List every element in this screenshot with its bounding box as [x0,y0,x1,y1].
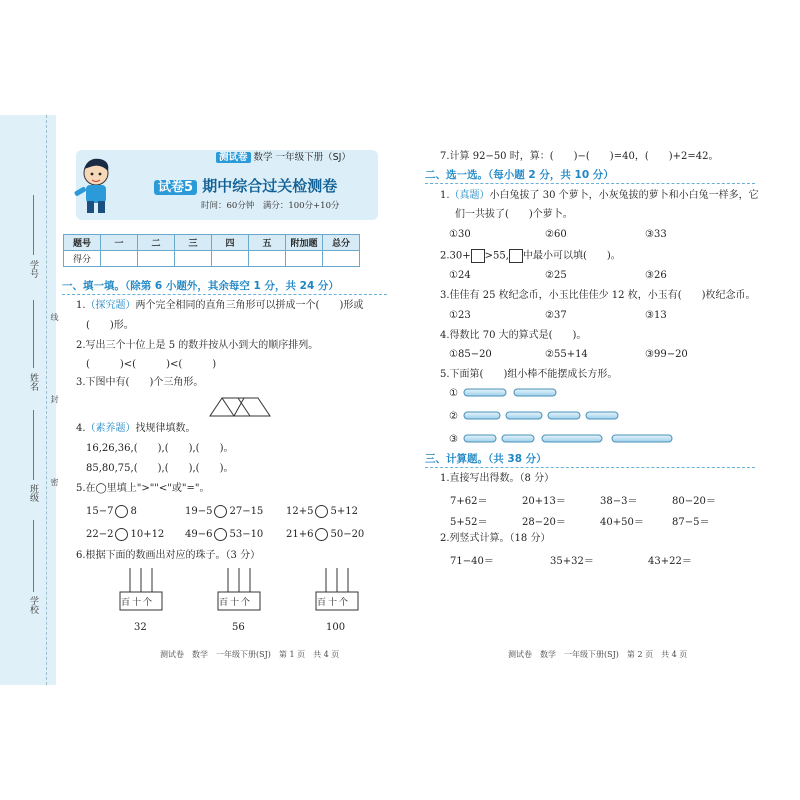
score-header: 三 [175,235,212,251]
score-cell[interactable] [138,251,175,267]
score-header: 五 [249,235,286,251]
compare-right: 53−10 [229,529,264,540]
section-2-heading: 二、选一选。（每小题 2 分，共 10 分） [425,169,614,181]
boy-mascot-icon [70,155,122,217]
abacus-label-hundreds: 百 [219,598,231,608]
score-row-label: 得分 [64,251,101,267]
calc-item: 87−5＝ [672,517,710,528]
abacus-value: 56 [232,622,245,633]
binding-word: 密 [50,478,59,486]
question-1 [76,299,363,312]
calc-1-heading: 1.直接写出得数。（8 分） [440,473,555,484]
compare-right: 5+12 [330,506,358,517]
option[interactable]: ②37 [545,310,567,321]
sticks-figure [462,385,692,451]
abacus-label-hundreds: 百 [121,598,133,608]
abacus-label-ones: 个 [339,598,351,608]
question-tag: （素养题） [85,423,136,434]
abacus-labels [121,597,154,610]
score-header: 一 [101,235,138,251]
binding-label-name: 姓名 [28,373,38,391]
binding-word: 线 [50,313,59,321]
question-7: 7.计算 92−50 时，算：( )−( )=40，( )+2=42。 [440,151,719,162]
choice-2 [440,249,621,263]
question-3: 3.下图中有( )个三角形。 [76,377,204,388]
score-header: 附加题 [286,235,323,251]
choice-4: 4.得数比 70 大的算式是( )。 [440,330,587,341]
calc-item: 40+50＝ [600,517,644,528]
score-header: 总分 [323,235,360,251]
compare-item [286,528,364,541]
score-cell[interactable] [286,251,323,267]
abacus-labels [317,597,350,610]
compare-left: 49−6 [185,529,213,540]
compare-item [86,528,164,541]
question-1-cont: ( )形。 [86,320,134,331]
subject: 数学 [253,152,273,163]
section-1-heading: 一、填一填。（除第 6 小题外，其余每空 1 分，共 24 分） [62,280,339,292]
abacus-value: 100 [326,622,346,633]
page-footer-right: 测试卷 数学 一年级下册(SJ) 第 2 页 共 4 页 [508,650,688,659]
q-number: 1. [76,300,86,311]
vertical-calc-item: 43+22＝ [648,556,692,567]
compare-item [86,505,137,518]
vertical-calc-item: 71−40＝ [450,556,494,567]
question-tag: （探究题） [85,300,136,311]
binding-rule [33,520,34,592]
option[interactable]: ②25 [545,270,567,281]
q-text: 2.30+ [440,250,471,262]
binding-label-class: 班级 [28,484,38,502]
abacus-label-tens: 十 [230,598,242,608]
option[interactable]: ①85−20 [449,349,492,360]
q-text: 找规律填数。 [135,423,196,434]
abacus-label-tens: 十 [132,598,144,608]
binding-label-student-id: 学号 [28,260,38,278]
compare-left: 21+6 [286,529,314,540]
question-2: 2.写出三个十位上是 5 的数并按从小到大的顺序排列。 [76,340,319,351]
binding-label-school: 学校 [28,596,38,614]
series-badge: 测试卷 [216,152,251,163]
abacus-label-ones: 个 [143,598,155,608]
abacus-label-hundreds: 百 [317,598,329,608]
page-footer-left: 测试卷 数学 一年级下册(SJ) 第 1 页 共 4 页 [160,650,340,659]
blank-box[interactable] [471,249,485,263]
compare-left: 22−2 [86,529,114,540]
q-number: 1. [440,190,450,201]
option[interactable]: ②55+14 [545,349,588,360]
question-4 [76,422,196,435]
calc-item: 7+62＝ [450,496,488,507]
blank-box[interactable] [509,249,523,263]
compare-left: 15−7 [86,506,114,517]
score-cell[interactable] [175,251,212,267]
option[interactable]: ③26 [645,270,667,281]
section-rule [62,294,387,295]
binding-rule [33,410,34,480]
compare-circle[interactable] [214,528,227,541]
choice-3: 3.佳佳有 25 枚纪念币，小玉比佳佳少 12 枚，小玉有( )枚纪念币。 [440,290,756,301]
score-cell[interactable] [101,251,138,267]
question-tag: （真题） [449,190,490,201]
q-text: 中最小可以填( )。 [522,250,621,262]
compare-left: 12+5 [286,506,314,517]
section-rule [425,467,755,468]
compare-item [286,505,358,518]
compare-right: 10+12 [130,529,165,540]
vertical-calc-item: 35+32＝ [550,556,594,567]
compare-circle[interactable] [315,528,328,541]
compare-circle[interactable] [115,505,128,518]
calc-item: 5+52＝ [450,517,488,528]
compare-circle[interactable] [115,528,128,541]
compare-left: 19−5 [185,506,213,517]
compare-right: 8 [130,506,137,517]
compare-right: 50−20 [330,529,365,540]
badge-number: 5 [184,180,194,195]
exam-time-score: 时间：60分钟 满分：100分+10分 [201,201,340,211]
section-rule [425,183,755,184]
calc-2-heading: 2.列竖式计算。（18 分） [440,533,551,544]
option[interactable]: ③33 [645,229,667,240]
score-header: 二 [138,235,175,251]
page-title [154,175,337,196]
compare-circle[interactable] [214,505,227,518]
stick-group-mark[interactable]: ③ [449,434,458,445]
score-cell[interactable] [212,251,249,267]
calc-item: 80−20＝ [672,496,716,507]
calc-item: 28−20＝ [522,517,566,528]
binding-word: 封 [50,395,59,403]
question-4b: 85,80,75,( ),( ),( )。 [86,463,234,474]
option[interactable]: ②60 [545,229,567,240]
q-number: 4. [76,423,86,434]
question-5: 5.在◯里填上">""<"或"="。 [76,483,210,494]
score-header: 题号 [64,235,101,251]
score-header: 四 [212,235,249,251]
title-text: 期中综合过关检测卷 [202,177,338,195]
grade: 一年级下册（SJ） [275,152,351,163]
choice-1 [440,189,759,202]
abacus-label-ones: 个 [241,598,253,608]
choice-5: 5.下面第( )组小棒不能摆成长方形。 [440,369,618,380]
abacus-labels [219,597,252,610]
abacus-label-tens: 十 [328,598,340,608]
question-6: 6.根据下面的数画出对应的珠子。（3 分） [76,550,261,561]
calc-item: 38−3＝ [600,496,638,507]
exam-number-badge [154,180,197,195]
stick-group-mark[interactable]: ① [449,388,458,399]
header-top-line [216,149,351,163]
choice-1-cont: 们一共拔了( )个萝卜。 [455,209,573,220]
score-table [63,234,360,267]
compare-item [185,528,263,541]
option[interactable]: ③13 [645,310,667,321]
calc-item: 20+13＝ [522,496,566,507]
stick-group-mark[interactable]: ② [449,411,458,422]
compare-item [185,505,263,518]
section-3-heading: 三、计算题。（共 38 分） [425,453,547,465]
abacus-value: 32 [134,622,147,633]
option[interactable]: ③99−20 [645,349,688,360]
compare-right: 27−15 [229,506,264,517]
binding-rule [33,300,34,368]
binding-cut-line [46,115,47,685]
q-text: >55, [484,250,509,262]
binding-rule [33,195,34,255]
score-cell[interactable] [323,251,360,267]
compare-circle[interactable] [315,505,328,518]
q-text: 两个完全相同的直角三角形可以拼成一个( )形或 [135,300,364,311]
score-cell[interactable] [249,251,286,267]
q-text: 小白兔拔了 30 个萝卜，小灰兔拔的萝卜和小白兔一样多，它 [489,190,759,201]
question-4a: 16,26,36,( ),( ),( )。 [86,443,234,454]
trapezoid-triangles-figure [208,396,272,418]
badge-text: 试卷 [158,180,185,195]
option[interactable]: ①23 [449,310,471,321]
question-2-blanks: ( )<( )<( ) [86,359,217,370]
option[interactable]: ①30 [449,229,471,240]
option[interactable]: ①24 [449,270,471,281]
